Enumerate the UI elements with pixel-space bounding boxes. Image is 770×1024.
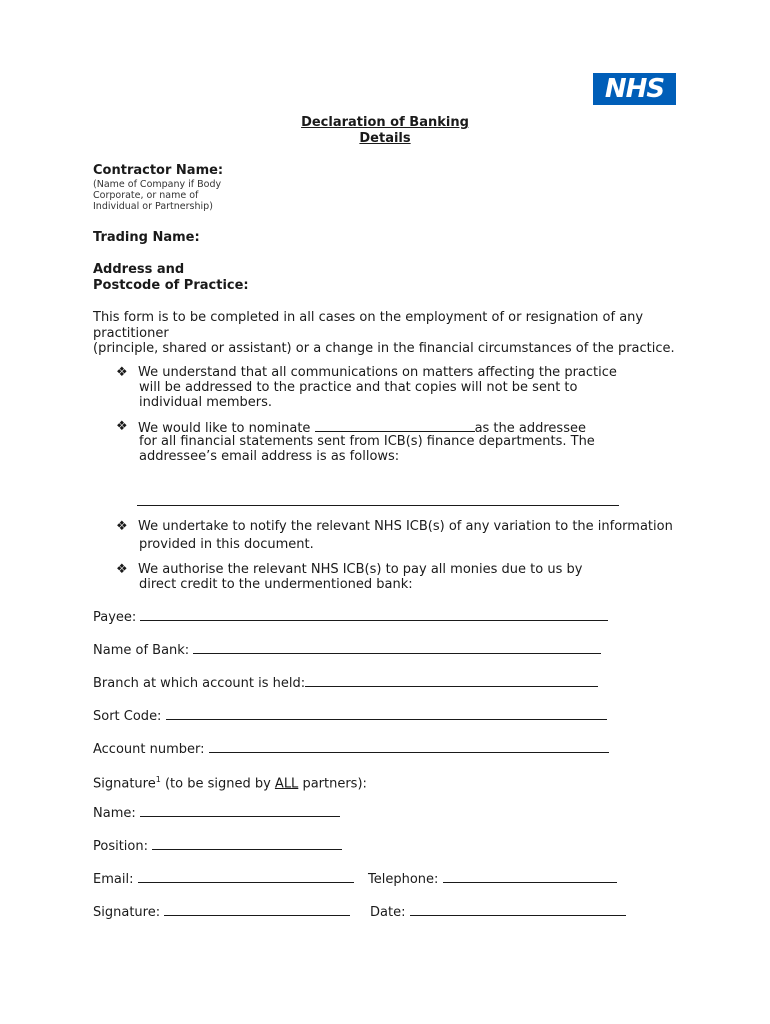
diamond-bullet-icon: ❖ bbox=[116, 365, 128, 380]
payee-label: Payee: bbox=[93, 610, 137, 625]
name-label: Name: bbox=[93, 806, 136, 821]
email-label: Email: bbox=[93, 872, 134, 887]
bullet-2-post: as the addressee bbox=[474, 421, 586, 436]
bullet-1 bbox=[116, 365, 617, 380]
telephone-label: Telephone: bbox=[368, 872, 439, 887]
email-field[interactable] bbox=[138, 870, 354, 883]
email-row bbox=[93, 870, 354, 888]
position-label: Position: bbox=[93, 839, 148, 854]
date-field[interactable] bbox=[410, 903, 626, 916]
bank-field[interactable] bbox=[193, 641, 601, 654]
diamond-bullet-icon: ❖ bbox=[116, 419, 128, 434]
bank-row bbox=[93, 641, 601, 659]
bullet-1-line-3: individual members. bbox=[139, 395, 273, 410]
position-row bbox=[93, 837, 342, 855]
bullet-4-line-2: direct credit to the undermentioned bank: bbox=[139, 577, 413, 592]
signature-heading bbox=[93, 772, 367, 792]
sort-code-row bbox=[93, 707, 607, 725]
diamond-bullet-icon: ❖ bbox=[116, 519, 128, 534]
bullet-2-pre: We would like to nominate bbox=[138, 421, 311, 436]
page-title: Declaration of Banking bbox=[301, 115, 469, 130]
account-field[interactable] bbox=[209, 740, 609, 753]
bullet-2-line-3: addressee’s email address is as follows: bbox=[139, 449, 400, 464]
signature-row bbox=[93, 903, 350, 921]
branch-label: Branch at which account is held: bbox=[93, 676, 306, 691]
intro-line-3: (principle, shared or assistant) or a change in the financial circumstances of the practice. bbox=[93, 341, 675, 356]
trading-name-label: Trading Name: bbox=[93, 230, 200, 245]
bullet-3-line-2: provided in this document. bbox=[139, 537, 314, 552]
bullet-2-line-2: for all financial statements sent from ICB(s) finance departments. The bbox=[139, 434, 595, 449]
sort-code-field[interactable] bbox=[166, 707, 607, 720]
address-label-1: Address and bbox=[93, 262, 185, 277]
page-title-line2: Details bbox=[359, 131, 411, 146]
payee-row bbox=[93, 608, 608, 626]
position-field[interactable] bbox=[152, 837, 342, 850]
name-field[interactable] bbox=[140, 804, 340, 817]
contractor-note-3: Individual or Partnership) bbox=[93, 201, 213, 212]
bullet-3 bbox=[116, 519, 673, 534]
date-label: Date: bbox=[370, 905, 406, 920]
name-row bbox=[93, 804, 340, 822]
signature-heading-all: ALL bbox=[274, 776, 299, 792]
contractor-note-2: Corporate, or name of bbox=[93, 190, 199, 201]
payee-field[interactable] bbox=[140, 608, 608, 621]
telephone-row bbox=[368, 870, 617, 888]
nominee-field[interactable] bbox=[315, 419, 475, 432]
account-label: Account number: bbox=[93, 742, 205, 757]
contractor-name-label: Contractor Name: bbox=[93, 163, 224, 178]
intro-line-1: This form is to be completed in all cases on the employment of or resignation of any bbox=[93, 310, 644, 325]
signature-label: Signature: bbox=[93, 905, 161, 920]
addressee-email-field[interactable] bbox=[137, 505, 619, 506]
footnote-marker: 1 bbox=[155, 775, 161, 784]
bullet-4-line-1: We authorise the relevant NHS ICB(s) to pay all monies due to us by bbox=[138, 562, 583, 577]
signature-heading-post: partners): bbox=[298, 776, 367, 792]
telephone-field[interactable] bbox=[443, 870, 617, 883]
signature-field[interactable] bbox=[164, 903, 350, 916]
branch-row bbox=[93, 674, 598, 692]
diamond-bullet-icon: ❖ bbox=[116, 562, 128, 577]
nhs-logo: NHS bbox=[593, 73, 676, 105]
signature-heading-label: Signature bbox=[93, 776, 156, 792]
bullet-1-line-1: We understand that all communications on matters affecting the practice bbox=[138, 365, 617, 380]
bullet-3-line-1: We undertake to notify the relevant NHS ICB(s) of any variation to the information bbox=[138, 519, 673, 534]
bullet-4 bbox=[116, 562, 583, 577]
address-label-2: Postcode of Practice: bbox=[93, 278, 249, 293]
date-row bbox=[370, 903, 626, 921]
intro-line-2: practitioner bbox=[93, 326, 169, 341]
signature-heading-mid: (to be signed by bbox=[160, 776, 275, 792]
sort-code-label: Sort Code: bbox=[93, 709, 162, 724]
branch-field[interactable] bbox=[305, 674, 598, 687]
account-row bbox=[93, 740, 609, 758]
bank-label: Name of Bank: bbox=[93, 643, 190, 658]
contractor-note-1: (Name of Company if Body bbox=[93, 179, 222, 190]
bullet-1-line-2: will be addressed to the practice and that copies will not be sent to bbox=[139, 380, 578, 395]
